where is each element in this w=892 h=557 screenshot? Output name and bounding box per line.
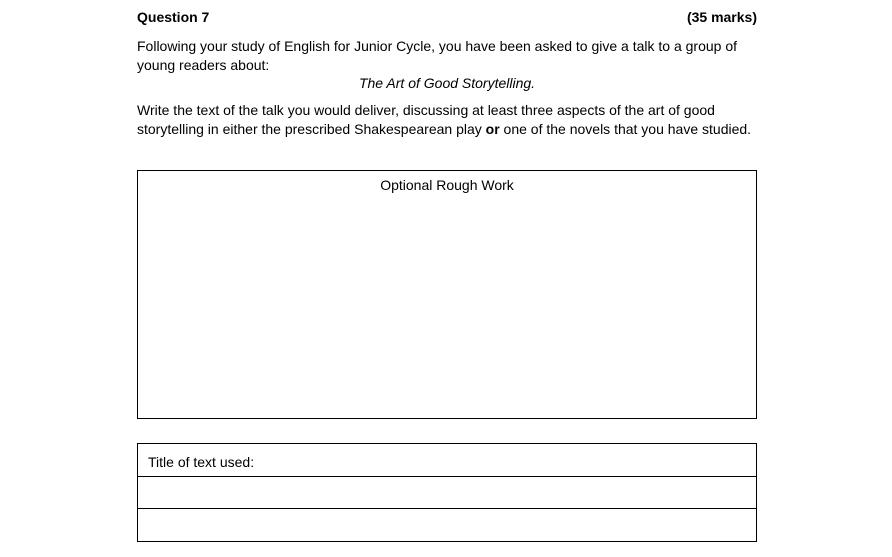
text-used-answer-line[interactable]: [138, 477, 756, 510]
instructions-emphasis: or: [485, 120, 500, 137]
question-marks: (35 marks): [686, 9, 757, 25]
instructions-part-2: one of the novels that you have studied.: [499, 120, 752, 137]
question-instructions: [137, 101, 757, 138]
instructions-part-1: Write the text of the talk you would deliver, discussing at least three aspects of the art of good storytelling in either the prescribed Shakespearean play: [137, 102, 715, 137]
question-intro: Following your study of English for Junior Cycle, you have been asked to give a talk to a group of young readers about:: [137, 38, 738, 73]
talk-title: The Art of Good Storytelling.: [358, 75, 536, 91]
text-used-row[interactable]: [138, 444, 756, 477]
question-header: [137, 9, 757, 29]
text-used-table: [137, 443, 757, 542]
question-title: Question 7: [137, 9, 210, 25]
text-used-answer-line[interactable]: [138, 509, 756, 541]
text-used-label: Title of text used:: [148, 454, 255, 470]
rough-work-box[interactable]: [137, 170, 757, 419]
rough-work-label: Optional Rough Work: [380, 177, 514, 193]
